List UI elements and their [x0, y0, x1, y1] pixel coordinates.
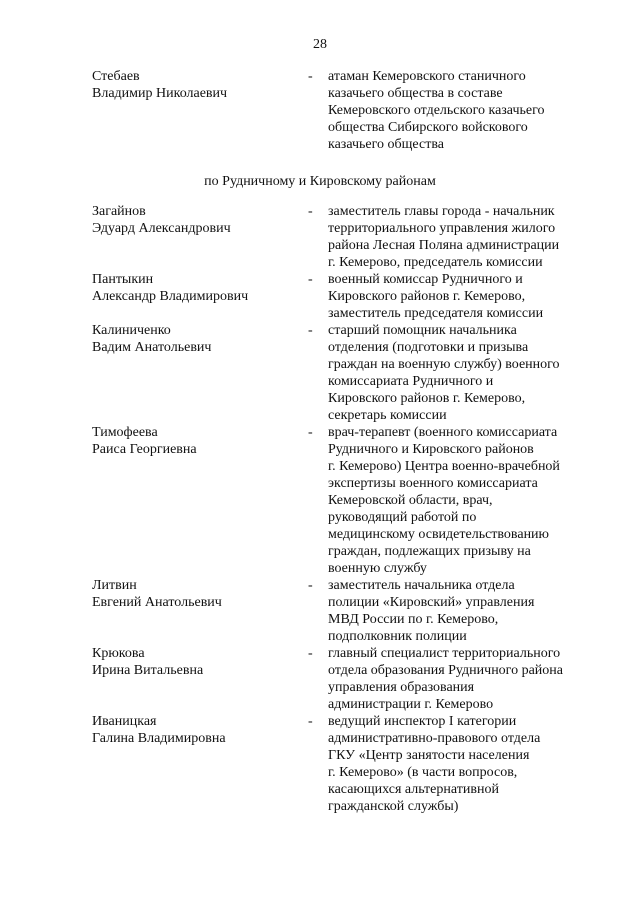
role-line: г. Кемерово» (в части вопросов,	[328, 765, 518, 780]
role-line: граждан на военную службу) военного	[328, 357, 560, 372]
member-surname: Литвин	[92, 578, 137, 593]
role-line: Рудничного и Кировского районов	[328, 442, 534, 457]
member-given-names: Вадим Анатольевич	[92, 340, 212, 355]
role-line: медицинскому освидетельствованию	[328, 527, 550, 542]
member-name	[92, 271, 302, 305]
member-given-names: Евгений Анатольевич	[92, 595, 222, 610]
separator-dash: -	[308, 578, 313, 593]
member-given-names: Раиса Георгиевна	[92, 442, 197, 457]
member-given-names: Александр Владимирович	[92, 289, 249, 304]
role-line: административно-правового отдела	[328, 731, 541, 746]
member-name	[92, 645, 302, 679]
section-heading: по Рудничному и Кировскому районам	[204, 174, 436, 189]
role-line: военную службу	[328, 561, 427, 576]
role-line: секретарь комиссии	[328, 408, 447, 423]
member-surname: Крюкова	[92, 646, 145, 661]
member-surname: Стебаев	[92, 69, 140, 84]
member-role	[328, 271, 590, 322]
page-number: 28	[313, 37, 327, 52]
member-surname: Иваницкая	[92, 714, 157, 729]
member-given-names: Эдуард Александрович	[92, 221, 231, 236]
role-line: казачьего общества	[328, 137, 444, 152]
role-line: МВД России по г. Кемерово,	[328, 612, 499, 627]
member-surname: Тимофеева	[92, 425, 158, 440]
role-line: управления образования	[328, 680, 475, 695]
member-role	[328, 713, 590, 815]
separator-dash: -	[308, 272, 313, 287]
separator-dash: -	[308, 425, 313, 440]
role-line: гражданской службы)	[328, 799, 459, 814]
member-role	[328, 203, 590, 271]
role-line: района Лесная Поляна администрации	[328, 238, 560, 253]
member-name	[92, 322, 302, 356]
separator-dash: -	[308, 646, 313, 661]
role-line: руководящий работой по	[328, 510, 477, 525]
role-line: отдела образования Рудничного района	[328, 663, 563, 678]
member-surname: Калиниченко	[92, 323, 171, 338]
role-line: главный специалист территориального	[328, 646, 561, 661]
member-name	[92, 424, 302, 458]
role-line: заместитель начальника отдела	[328, 578, 515, 593]
role-line: ведущий инспектор I категории	[328, 714, 517, 729]
role-line: военный комиссар Рудничного и	[328, 272, 523, 287]
member-surname: Загайнов	[92, 204, 146, 219]
member-name	[92, 577, 302, 611]
role-line: старший помощник начальника	[328, 323, 517, 338]
member-role	[328, 68, 590, 153]
role-line: полиции «Кировский» управления	[328, 595, 535, 610]
member-given-names: Владимир Николаевич	[92, 86, 228, 101]
role-line: граждан, подлежащих призыву на	[328, 544, 531, 559]
role-line: подполковник полиции	[328, 629, 467, 644]
member-name	[92, 713, 302, 747]
role-line: касающихся альтернативной	[328, 782, 499, 797]
member-given-names: Ирина Витальевна	[92, 663, 204, 678]
role-line: Кировского районов г. Кемерово,	[328, 289, 526, 304]
member-role	[328, 322, 590, 424]
role-line: заместитель главы города - начальник	[328, 204, 555, 219]
role-line: комиссариата Рудничного и	[328, 374, 494, 389]
role-line: отделения (подготовки и призыва	[328, 340, 529, 355]
member-role	[328, 424, 590, 577]
role-line: г. Кемерово) Центра военно-врачебной	[328, 459, 560, 474]
role-line: ГКУ «Центр занятости населения	[328, 748, 530, 763]
role-line: общества Сибирского войскового	[328, 120, 528, 135]
role-line: экспертизы военного комиссариата	[328, 476, 538, 491]
role-line: заместитель председателя комиссии	[328, 306, 544, 321]
role-line: администрации г. Кемерово	[328, 697, 494, 712]
role-line: Кемеровского отдельского казачьего	[328, 103, 545, 118]
member-name	[92, 68, 302, 102]
role-line: г. Кемерово, председатель комиссии	[328, 255, 543, 270]
member-surname: Пантыкин	[92, 272, 154, 287]
role-line: Кировского районов г. Кемерово,	[328, 391, 526, 406]
separator-dash: -	[308, 69, 313, 84]
member-name	[92, 203, 302, 237]
member-role	[328, 645, 590, 713]
role-line: территориального управления жилого	[328, 221, 556, 236]
separator-dash: -	[308, 323, 313, 338]
separator-dash: -	[308, 714, 313, 729]
member-role	[328, 577, 590, 645]
role-line: врач-терапевт (военного комиссариата	[328, 425, 558, 440]
separator-dash: -	[308, 204, 313, 219]
member-given-names: Галина Владимировна	[92, 731, 226, 746]
role-line: казачьего общества в составе	[328, 86, 503, 101]
role-line: Кемеровской области, врач,	[328, 493, 493, 508]
role-line: атаман Кемеровского станичного	[328, 69, 526, 84]
